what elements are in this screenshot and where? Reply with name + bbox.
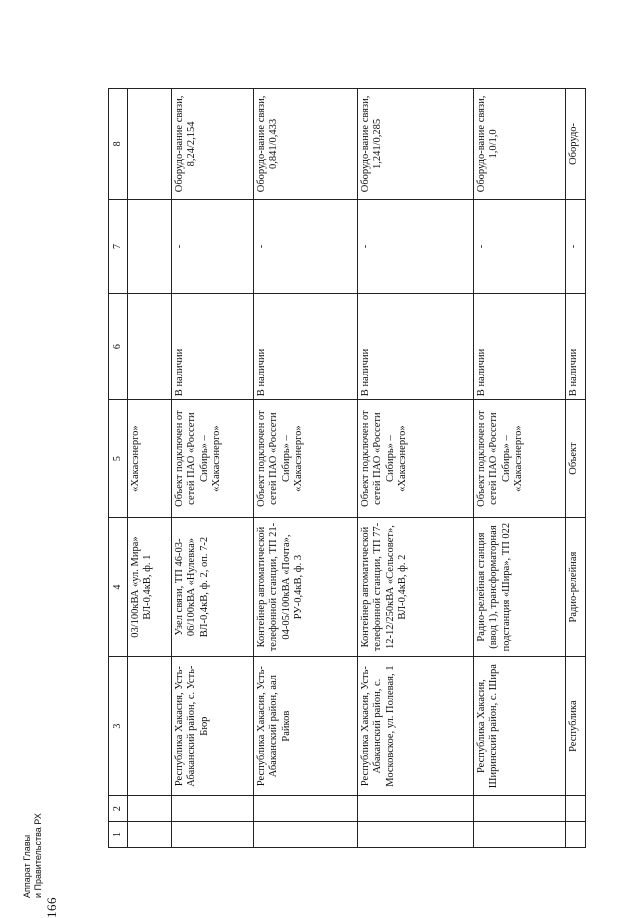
data-table xyxy=(108,88,586,848)
table-row xyxy=(172,89,254,848)
rotated-table-container xyxy=(108,88,579,848)
cell-availability: В наличии xyxy=(474,294,566,400)
cell-number xyxy=(172,822,254,848)
cell-object: Контейнер автоматической телефонной станции, ТП 21-04-05/100кВА «Почта», РУ-0,4кВ, ф. 3 xyxy=(254,518,358,657)
cell-address: Республика Хакасия, Усть-Абаканский район, с. Усть-Бюр xyxy=(172,657,254,796)
cell-object: Контейнер автоматической телефонной станции, ТП 77-12-12/250кВА «Сельсовет», ВЛ-0,4кВ, ф. 2 xyxy=(358,518,474,657)
column-header: 7 xyxy=(109,199,128,293)
table-row xyxy=(566,89,586,848)
footer-line-2: и Правительства РХ xyxy=(33,813,43,898)
cell-availability xyxy=(128,294,172,400)
cell-col2 xyxy=(474,796,566,822)
cell-col2 xyxy=(172,796,254,822)
cell-col2 xyxy=(358,796,474,822)
cell-equipment: Оборудо- xyxy=(566,89,586,200)
column-header: 6 xyxy=(109,294,128,400)
column-header: 4 xyxy=(109,518,128,657)
cell-col2 xyxy=(128,796,172,822)
cell-address: Республика Хакасия, Усть-Абаканский район, с. Московское, ул. Полевая, 1 xyxy=(358,657,474,796)
table-row xyxy=(474,89,566,848)
cell-number xyxy=(254,822,358,848)
cell-address xyxy=(128,657,172,796)
cell-number xyxy=(566,822,586,848)
cell-object: Радио-релейная станция (ввод 1), трансформаторная подстанция «Шира», ТП 022 xyxy=(474,518,566,657)
cell-connection: Объект подключен от сетей ПАО «Россети Сибирь» – «Хакасэнерго» xyxy=(254,400,358,518)
cell-object: Радио-релейная xyxy=(566,518,586,657)
cell-col7: - xyxy=(474,199,566,293)
cell-number xyxy=(128,822,172,848)
cell-connection: Объект подключен от сетей ПАО «Россети Сибирь» – «Хакасэнерго» xyxy=(474,400,566,518)
cell-col7: - xyxy=(172,199,254,293)
cell-availability: В наличии xyxy=(254,294,358,400)
cell-col7 xyxy=(128,199,172,293)
table-row xyxy=(128,89,172,848)
cell-object: Узел связи, ТП 46-03-06/100кВА «Нулевка» ВЛ-0,4кВ, ф. 2, оп. 7-2 xyxy=(172,518,254,657)
cell-col2 xyxy=(566,796,586,822)
table-row xyxy=(254,89,358,848)
footer-note xyxy=(22,813,44,898)
cell-col7: - xyxy=(358,199,474,293)
column-header: 1 xyxy=(109,822,128,848)
cell-equipment: Оборудо-вание связи, 1,241/0,285 xyxy=(358,89,474,200)
header-row xyxy=(109,89,128,848)
page-number: 166 xyxy=(44,897,59,918)
column-header: 5 xyxy=(109,400,128,518)
cell-col2 xyxy=(254,796,358,822)
cell-number xyxy=(358,822,474,848)
cell-connection: Объект xyxy=(566,400,586,518)
cell-address: Республика xyxy=(566,657,586,796)
cell-equipment xyxy=(128,89,172,200)
cell-number xyxy=(474,822,566,848)
cell-equipment: Оборудо-вание связи, 8,24/2,154 xyxy=(172,89,254,200)
cell-equipment: Оборудо-вание связи, 0,841/0,433 xyxy=(254,89,358,200)
cell-col7: - xyxy=(254,199,358,293)
cell-address: Республика Хакасия, Ширинский район, с. Шира xyxy=(474,657,566,796)
cell-connection: Объект подключен от сетей ПАО «Россети Сибирь» – «Хакасэнерго» xyxy=(358,400,474,518)
column-header: 2 xyxy=(109,796,128,822)
cell-availability: В наличии xyxy=(358,294,474,400)
cell-address: Республика Хакасия, Усть-Абаканский район, аал Райков xyxy=(254,657,358,796)
footer-line-1: Аппарат Главы xyxy=(22,834,32,898)
table-frame xyxy=(108,88,579,848)
column-header: 8 xyxy=(109,89,128,200)
column-header: 3 xyxy=(109,657,128,796)
cell-equipment: Оборудо-вание связи, 1,0/1,0 xyxy=(474,89,566,200)
table-row xyxy=(358,89,474,848)
cell-object: 03/100кВА «ул. Мира» ВЛ-0,4кВ, ф. 1 xyxy=(128,518,172,657)
cell-availability: В наличии xyxy=(566,294,586,400)
cell-connection: «Хакасэнерго» xyxy=(128,400,172,518)
cell-col7: - xyxy=(566,199,586,293)
cell-connection: Объект подключен от сетей ПАО «Россети Сибирь» – «Хакасэнерго» xyxy=(172,400,254,518)
cell-availability: В наличии xyxy=(172,294,254,400)
